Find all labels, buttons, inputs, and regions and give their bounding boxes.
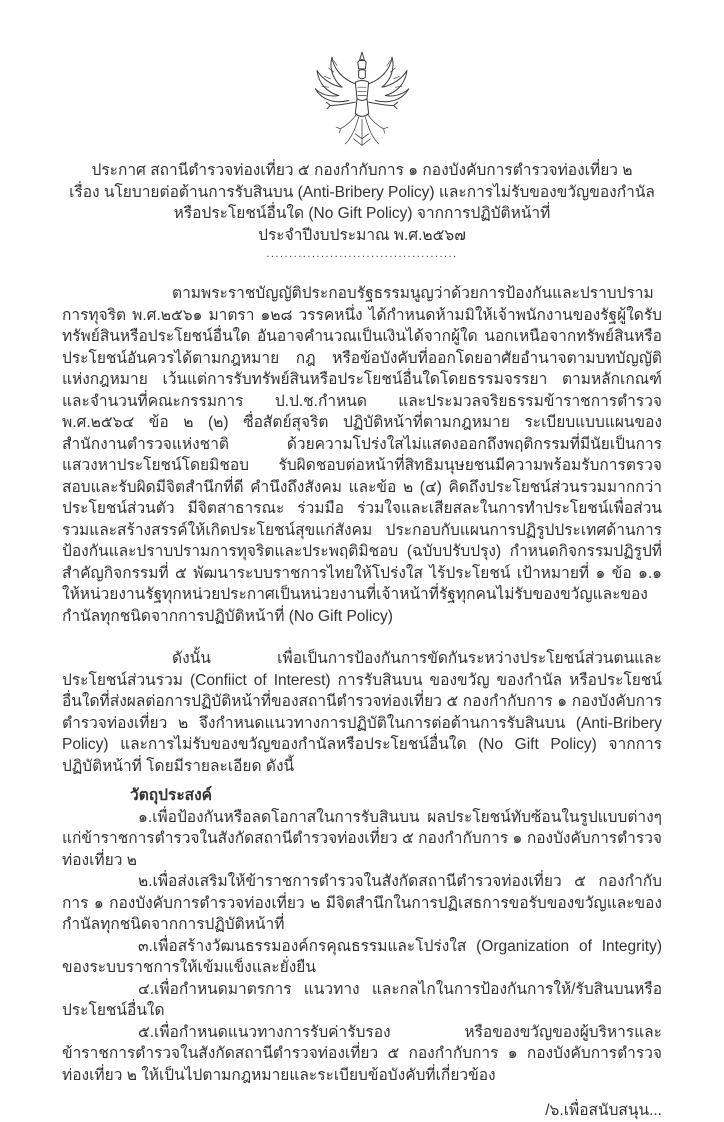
garuda-emblem-icon [312, 50, 412, 156]
section-heading-objectives: วัตถุประสงค์ [130, 787, 213, 804]
objective-item-4: ๔.เพื่อกำหนดมาตรการ แนวทาง และกลไกในการป้องกันการให้/รับสินบนหรือประโยชน์อื่นใด [62, 980, 662, 1019]
title-line-subject: เรื่อง นโยบายต่อต้านการรับสินบน (Anti-Bribery Policy) และการไม่รับของขวัญของกำนัล [69, 183, 655, 201]
objective-item-5: ๕.เพื่อกำหนดแนวทางการรับค่ารับรอง หรือของขวัญของผู้บริหารและข้าราชการตำรวจในสังกัดสถานีตำรวจท่องเที่ยว ๕ กองกำกับการ ๑ กองบังคับการตำรวจท่องเที่ยว ๒ ให้เป็นไปตามกฎหมายและระเบียบข้อบังคับที่เกี่ยวข้อง [62, 1023, 662, 1084]
objective-item-2: ๒.เพื่อส่งเสริมให้ข้าราชการตำรวจในสังกัดสถานีตำรวจท่องเที่ยว ๕ กองกำกับการ ๑ กองบังคับการตำรวจท่องเที่ยว ๒ มีจิตสำนึกในการปฏิเสธการขอรับของขวัญและของกำนัลทุกชนิดจากการปฏิบัติหน้าที่ [62, 873, 662, 933]
title-line-fiscal-year: ประจำปีงบประมาณ พ.ศ.๒๕๖๗ [258, 226, 466, 244]
objective-item-3: ๓.เพื่อสร้างวัฒนธรรมองค์กรคุณธรรมและโปร่งใส (Organization of Integrity) ของระบบราชการให้เข้มแข็งและยั่งยืน [62, 937, 662, 976]
document-page [0, 50, 724, 1119]
dotted-divider: .......................................... [266, 248, 458, 260]
paragraph-legal-basis: ตามพระราชบัญญัติประกอบรัฐธรรมนูญว่าด้วยการป้องกันและปราบปรามการทุจริต พ.ศ.๒๕๖๑ มาตรา ๑๒๘ วรรคหนึ่ง ได้กำหนดห้ามมิให้เจ้าพนักงานของรัฐผู้ใดรับทรัพย์สินหรือประโยชน์อื่นใด อันอาจคำนวณเป็นเงินได้จากผู้ใด นอกเหนือจากทรัพย์สินหรือประโยชน์อันควรได้ตามกฎหมาย กฎ หรือข้อบังคับที่ออกโดยอาศัยอำนาจตามบทบัญญัติแห่งกฎหมาย เว้นแต่การรับทรัพย์สินหรือประโยชน์อื่นใดโดยธรรมจรรยา ตามหลักเกณฑ์และจำนวนที่คณะกรรมการ ป.ป.ช.กำหนด และประมวลจริยธรรมข้าราชการตำรวจ พ.ศ.๒๕๖๔ ข้อ ๒ (๒) ซื่อสัตย์สุจริต ปฏิบัติหน้าที่ตามกฎหมาย ระเบียบแบบแผนของสำนักงานตำรวจแห่งชาติ ด้วยความโปร่งใสไม่แสดงออกถึงพฤติกรรมที่มีนัยเป็นการแสวงหาประโยชน์โดยมิชอบ รับผิดชอบต่อหน้าที่สิทธิมนุษยชนมีความพร้อมรับการตรวจสอบและรับผิดมีจิตสำนึกที่ดี คำนึงถึงสังคม และข้อ ๒ (๔) คิดถึงประโยชน์ส่วนรวมมากกว่าประโยชน์ส่วนตัว มีจิตสาธารณะ ร่วมมือ ร่วมใจและเสียสละในการทำประโยชน์เพื่อส่วนรวมและสร้างสรรค์ให้เกิดประโยชน์สุขแก่สังคม ประกอบกับแผนการปฏิรูปประเทศด้านการป้องกันและปราบปรามการทุจริตและประพฤติมิชอบ (ฉบับปรับปรุง) กำหนดกิจกรรมปฏิรูปที่สำคัญกิจกรรมที่ ๕ พัฒนาระบบราชการไทยให้โปร่งใส ไร้ประโยชน์ เป้าหมายที่ ๑ ข้อ ๑.๑ ให้หน่วยงานรัฐทุกหน่วยประกาศเป็นหน่วยงานที่เจ้าหน้าที่รัฐทุกคนไม่รับของขวัญและของกำนัลทุกชนิดจากการปฏิบัติหน้าที่ (No Gift Policy) [62, 285, 662, 625]
paragraph-policy-intent: ดังนั้น เพื่อเป็นการป้องกันการขัดกันระหว่างประโยชน์ส่วนตนและประโยชน์ส่วนรวม (Confiict of Interest) การรับสินบน ของขวัญ ของกำนัล หรือประโยชน์อื่นใดที่ส่งผลต่อการปฏิบัติหน้าที่ของสถานีตำรวจท่องเที่ยว ๕ กองกำกับการ ๑ กองบังคับการตำรวจท่องเที่ยว ๒ จึงกำหนดแนวทางการปฏิบัติในการต่อต้านการรับสินบน (Anti-Bribery Policy) และการไม่รับของขวัญของกำนัลหรือประโยชน์อื่นใด (No Gift Policy) จากการปฏิบัติหน้าที่ โดยมีรายละเอียด ดังนี้ [62, 650, 662, 775]
objective-item-1: ๑.เพื่อป้องกันหรือลดโอกาสในการรับสินบน ผลประโยชน์ทับซ้อนในรูปแบบต่างๆ แก่ข้าราชการตำรวจในสังกัดสถานีตำรวจท่องเที่ยว ๕ กองกำกับการ ๑ กองบังคับการตำรวจท่องเที่ยว ๒ [62, 808, 662, 869]
title-line-announcement: ประกาศ สถานีตำรวจท่องเที่ยว ๕ กองกำกับการ ๑ กองบังคับการตำรวจท่องเที่ยว ๒ [91, 162, 633, 179]
page-continuation-note: /๖.เพื่อสนับสนุน... [545, 1102, 662, 1119]
document-title [0, 160, 724, 246]
title-line-subject-cont: หรือประโยชน์อื่นใด (No Gift Policy) จากการปฏิบัติหน้าที่ [173, 205, 551, 222]
document-body [62, 283, 662, 1122]
